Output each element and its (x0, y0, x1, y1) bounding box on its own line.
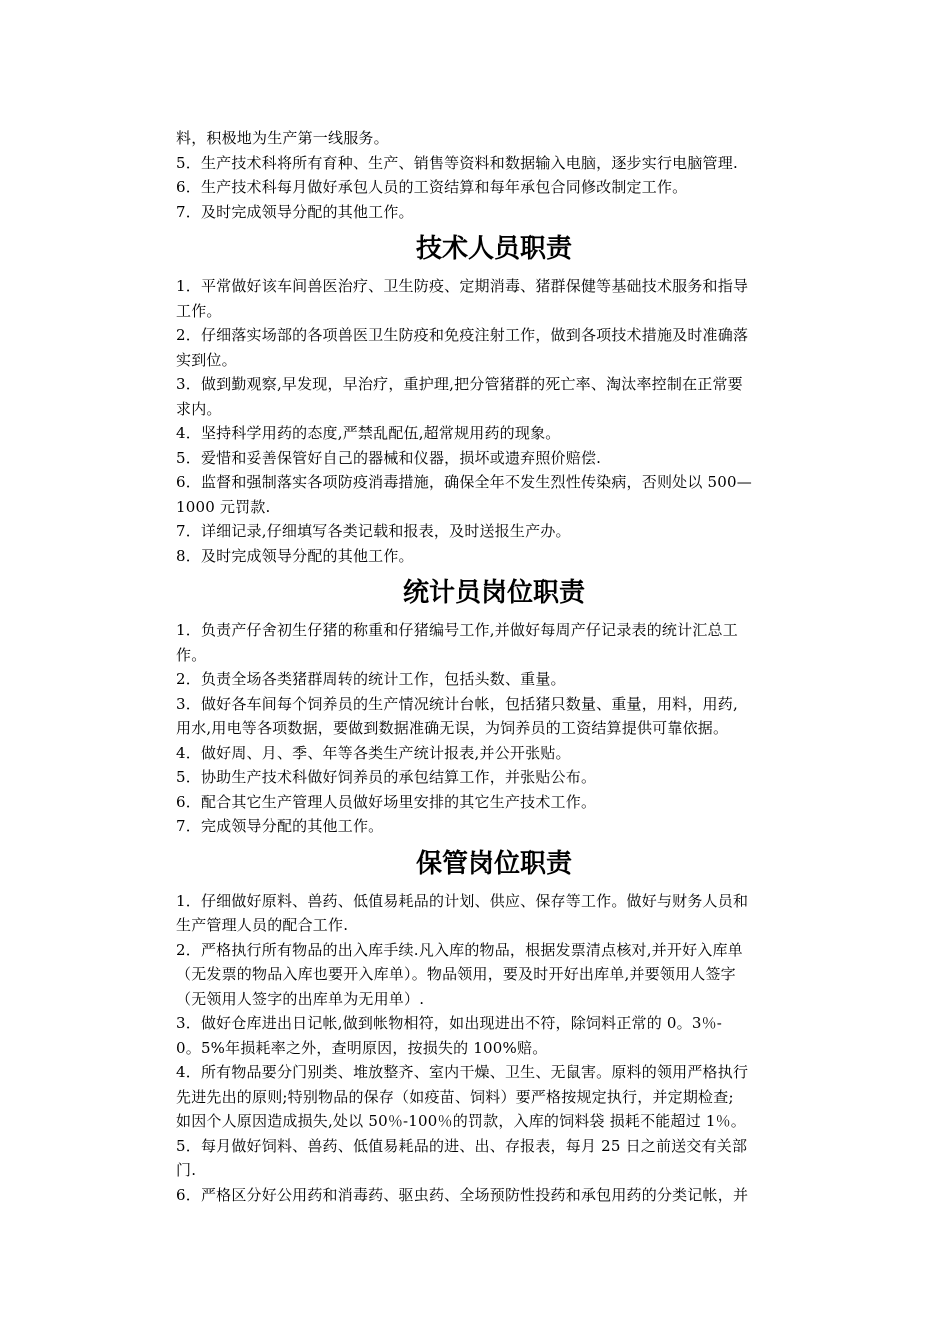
text-line: 7．详细记录,仔细填写各类记载和报表，及时送报生产办。 (176, 522, 571, 540)
text-line: 生产管理人员的配合工作. (176, 916, 349, 934)
intro-block (176, 126, 812, 224)
text-line: 1000 元罚款. (176, 497, 271, 516)
text-line: 2．仔细落实场部的各项兽医卫生防疫和免疫注射工作，做到各项技术措施及时准确落 (176, 326, 749, 344)
text-line: 3．做到勤观察,早发现，早治疗，重护理,把分管猪群的死亡率、淘汰率控制在正常要 (176, 375, 743, 393)
text-line: 1．负责产仔舍初生仔猪的称重和仔猪编号工作,并做好每周产仔记录表的统计汇总工 (176, 621, 738, 639)
text-line: 6．生产技术科每月做好承包人员的工资结算和每年承包合同修改制定工作。 (176, 178, 688, 196)
text-line: 6．严格区分好公用药和消毒药、驱虫药、全场预防性投药和承包用药的分类记帐，并 (176, 1185, 749, 1204)
text-line: 料，积极地为生产第一线服务。 (176, 129, 389, 147)
text-line: 工作。 (176, 301, 222, 320)
text-line: 2．负责全场各类猪群周转的统计工作，包括头数、重量。 (176, 670, 566, 688)
text-line: 如因个人原因造成损失,处以 50％-100％的罚款，入库的饲料袋 损耗不能超过 1％。 (176, 1112, 747, 1130)
text-line: 7．及时完成领导分配的其他工作。 (176, 202, 414, 221)
text-line: 5．每月做好饲料、兽药、低值易耗品的进、出、存报表，每月 25 日之前送交有关部 (176, 1136, 748, 1155)
text-line: 用水,用电等各项数据，要做到数据准确无误，为饲养员的工资结算提供可靠依据。 (176, 719, 729, 737)
section-statistician-duties (176, 575, 812, 839)
text-line: 求内。 (176, 399, 222, 418)
text-line: 8．及时完成领导分配的其他工作。 (176, 546, 414, 565)
text-line: 6．监督和强制落实各项防疫消毒措施，确保全年不发生烈性传染病，否则处以 500— (176, 473, 752, 491)
text-line: 先进先出的原则;特别物品的保存（如疫苗、饲料）要严格按规定执行，并定期检查; (176, 1087, 734, 1106)
text-line: 5．生产技术科将所有育种、生产、销售等资料和数据输入电脑，逐步实行电脑管理. (176, 153, 738, 172)
document-page (176, 126, 812, 1207)
text-line: 门. (176, 1161, 197, 1179)
text-line: 5．爱惜和妥善保管好自己的器械和仪器，损坏或遗弃照价赔偿. (176, 448, 602, 467)
text-line: 1．平常做好该车间兽医治疗、卫生防疫、定期消毒、猪群保健等基础技术服务和指导 (176, 277, 749, 295)
text-line: 3．做好仓库进出日记帐,做到帐物相符，如出现进出不符，除饲料正常的 0。3％- (176, 1014, 723, 1032)
text-line: 实到位。 (176, 350, 237, 369)
text-line: 作。 (176, 645, 207, 664)
section-storekeeper-duties (176, 846, 812, 1208)
text-line: 4．坚持科学用药的态度,严禁乱配伍,超常规用药的现象。 (176, 424, 561, 442)
section-technician-duties (176, 231, 812, 568)
text-line: （无领用人签字的出库单为无用单）. (176, 989, 425, 1008)
text-line: 5．协助生产技术科做好饲养员的承包结算工作，并张贴公布。 (176, 768, 597, 786)
text-line: 6．配合其它生产管理人员做好场里安排的其它生产技术工作。 (176, 792, 597, 811)
text-line: 7．完成领导分配的其他工作。 (176, 817, 384, 835)
text-line: （无发票的物品入库也要开入库单）。物品领用，要及时开好出库单,并要领用人签字 (176, 965, 736, 983)
text-line: 0。5%年损耗率之外，查明原因，按损失的 100%赔。 (176, 1038, 548, 1057)
text-line: 4．做好周、月、季、年等各类生产统计报表,并公开张贴。 (176, 743, 571, 762)
text-line: 4．所有物品要分门别类、堆放整齐、室内干燥、卫生、无鼠害。原料的领用严格执行 (176, 1063, 749, 1081)
text-line: 2．严格执行所有物品的出入库手续.凡入库的物品，根据发票清点核对,并开好入库单 (176, 940, 743, 959)
text-line: 1．仔细做好原料、兽药、低值易耗品的计划、供应、保存等工作。做好与财务人员和 (176, 891, 749, 910)
text-line: 3．做好各车间每个饲养员的生产情况统计台帐，包括猪只数量、重量，用料，用药, (176, 694, 738, 713)
section-title: 统计员岗位职责 (402, 578, 585, 608)
section-title: 保管岗位职责 (415, 848, 572, 879)
section-title: 技术人员职责 (415, 234, 572, 264)
